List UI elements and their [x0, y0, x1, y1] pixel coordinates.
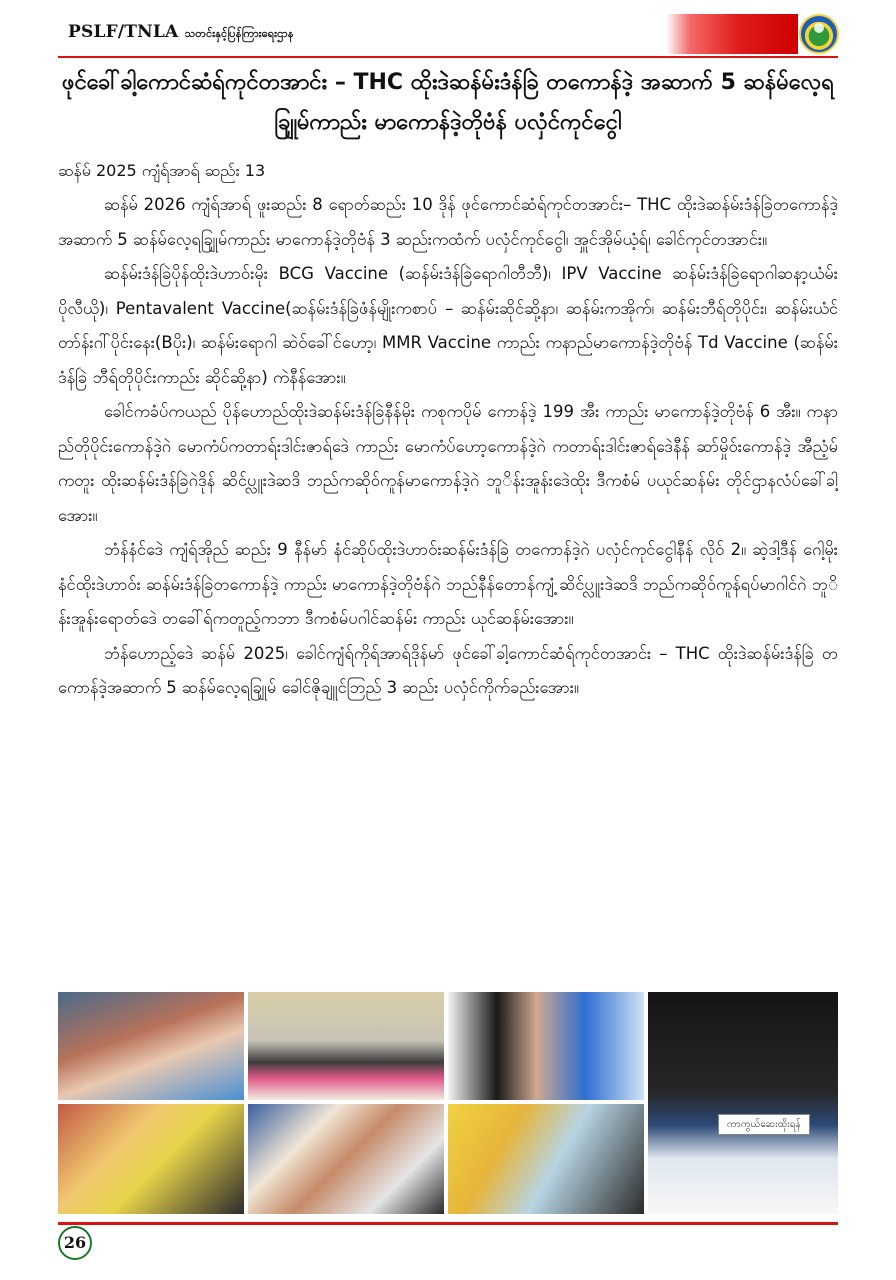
photo-vaccine-preparation: [448, 992, 644, 1100]
article-body: [58, 188, 838, 706]
organization-logo-icon: [799, 14, 839, 54]
publication-subtitle: သတင်းနှင့်ပြန်ကြားရေးဌာန: [184, 27, 294, 40]
header-red-banner: [666, 14, 798, 54]
photo-vaccination-registration: [58, 992, 244, 1100]
header-divider: [58, 56, 838, 58]
footer-divider: [58, 1222, 838, 1225]
photo-waiting-crowd: [248, 992, 444, 1100]
article-paragraph: ဘံန်နံင်ဒေဲ ကျံရ်အိုည် ဆည်း 9 နီန်မာ် နံင်ဆိုပ်ထိုးဒဲဲဟာဝ်းဆန်မ်းဒံန်ခြဲ တကောန်ဒဲ့ဂဲ ပလှံင်ကုင်ငွေါနီန် လိုဝ် 2။ ဆဲ့ဒါ့ဒီန် ဂေါ့မိုး နံင်ထိုးဒဲဲဟာဝ်း ဆန်မ်းဒံန်ခြဲတကောန်ဒဲ့ ကာည်း မာကောန်ဒဲ့တိုဗံန်ဂဲ ဘည်နီန်တောန်ကျံ့ ဆိင်ပ္လူးဒဲဲဆဒိ ဘည်ကဆိုဝ်ကူန်ရပ်မာဂါင်ဂဲ ဘူိန်းအူန်းရောတ်ဒေဲ တခေါ်ရ်ကတူည့်ကဘာ ဒီကစံမ်ပဂါင်ဆန်မ်း ကာည်း ယုင်ဆန်မ်းအေား။: [58, 540, 838, 628]
page-number: 26: [58, 1226, 92, 1260]
photo-child-vaccination: [248, 1104, 444, 1214]
article-headline: ဖုင်ခေါ်ခါ့ကောင်ဆံရ်ကုင်တအာင်း – THC ထိုးဒဲဲဆန်မ်းဒံန်ခြဲ တကောန်ဒဲ့ အဆာက် 5 ဆန်မ်လေ့ရချြုမ်ကာည်း မာကောန်ဒဲ့တိုဗံန် ပလှံင်ကုင်ငွေါ: [62, 70, 834, 135]
photo-infant-vaccination: [448, 1104, 644, 1214]
article-dateline: ဆန်မ် 2025 ကျံရ်အာရ် ဆည်း 13: [58, 161, 266, 180]
article-paragraph: ဘံန်ဟောည့်ဒေဲ ဆန်မ် 2025၊ ခေါင်ကျံရ်ကိုရ်အာရ်ဒိုန်မာ် ဖုင်ခေါ်ခါ့ကောင်ဆံရ်ကုင်တအာင်း – THC ထိုးဒဲဲဆန်မ်းဒံန်ခြဲ တကောန်ဒဲ့အဆာက် 5 ဆန်မ်လေ့ရချြုမ် ခေါင်ဇိုချူင်ဘြည် 3 ဆည်း ပလှံင်ကိုက်ခည်းအေား။: [58, 643, 838, 697]
page-header: [0, 0, 896, 60]
photo-vaccine-supplies: [648, 992, 838, 1214]
photo-child-injection: [58, 1104, 244, 1214]
article-paragraph: ဆန်မ်းဒံန်ခြဲပိုန်ထိုးဒဲဲဟာဝ်းမိုး BCG Vaccine (ဆန်မ်းဒံန်ခြဲရောဂါတီဘီ)၊ IPV Vaccine ဆန်မ်းဒံန်ခြဲရောဂါဆနာ့ယံမ်း ပိုလီယို)၊ Pentavalent Vaccine(ဆန်မ်းဒံန်ခြဲဖံန်မျိုးကစာပ် – ဆန်မ်းဆိုင်ဆို့နာ၊ ဆန်မ်းကအိုက်၊ ဆန်မ်းဘီရ်တိုပိုင်း၊ ဆန်မ်းယံင်တာ်န်းဂါ်ပိုင်းနေး(Bပိုး)၊ ဆန်မ်းရောဂါ ဆဲဝ်ခေါ်င်ဟော့၊ MMR Vaccine ကာည်း ကနာည်မာကောန်ဒဲ့တိုဗံန် Td Vaccine (ဆန်မ်းဒံန်ခြဲ ဘီရ်တိုပိုင်းကာည်း ဆိုင်ဆို့နာ) ကဲနီန်အေား။: [58, 264, 838, 387]
article-paragraph: ခေါင်ကခံပ်ကယည် ပိုန်ဟောည်ထိုးဒဲဲဆန်မ်းဒံန်ခြဲနီန်မိုး ကစုကပိုမ် ကောန်ဒဲ့ 199 အီး ကာည်း မာကောန်ဒဲ့တိုဗံန် 6 အီး။ ကနာည်တိုပိုင်းကောန်ဒဲ့ဂဲ မောကံပ်ကတာရ်းဒါင်းဇာရ်ဒေဲ ကာည်း မောကံပ်ဟော့ကောန်ဒဲ့ဂဲ ကတာရ်းဒါင်းဇာရ်ဒေဲနီန် ဆာ်မှိုဝ်းကောန်ဒဲ့ အီညံ့မ်ကတူး ထိုးဆန်မ်းဒံန်ခြဲဂဲဒိုန် ဆိင်ပ္လူးဒဲဲဆဒိ ဘည်ကဆိုဝ်ကူန်မာကောန်ဒဲ့ဂဲ ဘူိန်းအူန်းဒေဲထိုး ဒီကစံမ် ပယုင်ဆန်မ်း တိုင်ဌာနလံပ်ခေါ်ခါ့အေား။: [58, 402, 838, 525]
photo-collage: [58, 992, 838, 1214]
publication-name: PSLF/TNLA: [68, 22, 179, 42]
article-paragraph: ဆန်မ် 2026 ကျံရ်အာရ် ဖူးဆည်း 8 ရောတ်ဆည်း 10 ဒိုန် ဖုင်ကောင်ဆံရ်ကုင်တအာင်း– THC ထိုးဒဲဲဆန်မ်းဒံန်ခြဲတကောန်ဒဲ့ အဆာက် 5 ဆန်မ်လေ့ရချြုမ်ကာည်း မာကောန်ဒဲ့တိုဗံန် 3 ဆည်းကထံက် ပလှံင်ကုင်ငွေါ၊ အှူင်အိုမ်ယံ့ရ်၊ ခေါင်ကုင်တအာင်း။: [58, 195, 838, 249]
publication-title: [68, 22, 294, 43]
photo-box-label: ကာကွယ်ဆေးထိုးရန်: [718, 1114, 810, 1135]
